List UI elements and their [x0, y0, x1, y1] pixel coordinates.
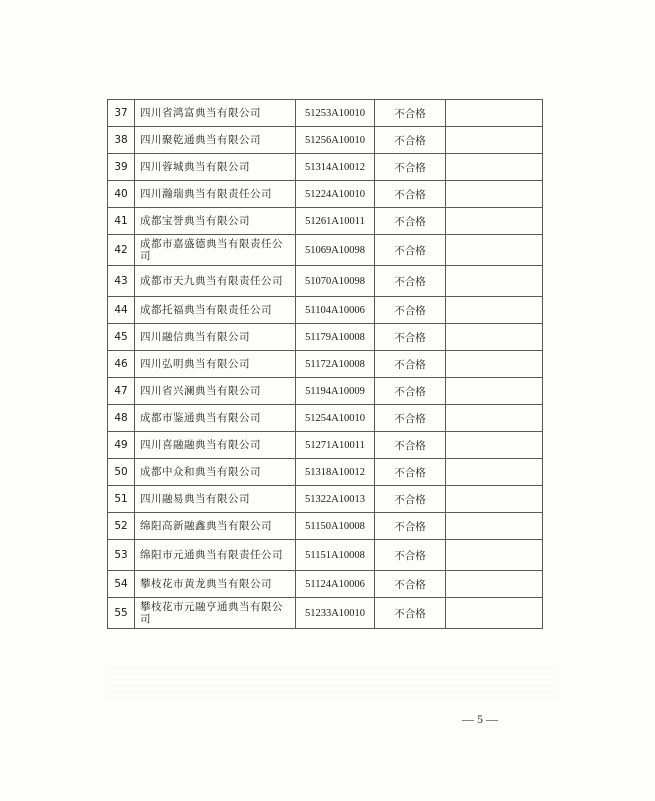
license-code: 51124A10006: [296, 571, 375, 598]
inspection-result: 不合格: [375, 266, 446, 297]
company-name: 四川喜融融典当有限公司: [135, 432, 296, 459]
remarks-cell: [446, 100, 543, 127]
inspection-result: 不合格: [375, 513, 446, 540]
row-number: 40: [108, 181, 135, 208]
company-name: 攀枝花市元融亨通典当有限公司: [135, 598, 296, 629]
remarks-cell: [446, 208, 543, 235]
row-number: 55: [108, 598, 135, 629]
license-code: 51070A10098: [296, 266, 375, 297]
inspection-result: 不合格: [375, 432, 446, 459]
row-number: 41: [108, 208, 135, 235]
company-name: 成都市天九典当有限责任公司: [135, 266, 296, 297]
table-row: [108, 208, 543, 235]
license-code: 51150A10008: [296, 513, 375, 540]
remarks-cell: [446, 571, 543, 598]
company-name: 成都市鉴通典当有限公司: [135, 405, 296, 432]
scan-bleed-through: [107, 667, 557, 701]
inspection-result: 不合格: [375, 127, 446, 154]
table-row: [108, 405, 543, 432]
license-code: 51318A10012: [296, 459, 375, 486]
table-row: [108, 459, 543, 486]
license-code: 51254A10010: [296, 405, 375, 432]
table-row: [108, 513, 543, 540]
table-body: [108, 100, 543, 629]
row-number: 38: [108, 127, 135, 154]
company-name: 绵阳高新融鑫典当有限公司: [135, 513, 296, 540]
table-row: [108, 571, 543, 598]
license-code: 51179A10008: [296, 324, 375, 351]
remarks-cell: [446, 540, 543, 571]
company-name: 四川融信典当有限公司: [135, 324, 296, 351]
company-name: 绵阳市元通典当有限责任公司: [135, 540, 296, 571]
row-number: 44: [108, 297, 135, 324]
table-row: [108, 181, 543, 208]
remarks-cell: [446, 154, 543, 181]
company-name: 四川聚乾通典当有限公司: [135, 127, 296, 154]
row-number: 37: [108, 100, 135, 127]
remarks-cell: [446, 181, 543, 208]
remarks-cell: [446, 351, 543, 378]
remarks-cell: [446, 297, 543, 324]
row-number: 51: [108, 486, 135, 513]
inspection-result: 不合格: [375, 154, 446, 181]
license-code: 51253A10010: [296, 100, 375, 127]
license-code: 51224A10010: [296, 181, 375, 208]
remarks-cell: [446, 378, 543, 405]
license-code: 51233A10010: [296, 598, 375, 629]
row-number: 42: [108, 235, 135, 266]
table-row: [108, 127, 543, 154]
table-row: [108, 432, 543, 459]
company-name: 成都宝誉典当有限公司: [135, 208, 296, 235]
company-name: 四川省鸿富典当有限公司: [135, 100, 296, 127]
inspection-result: 不合格: [375, 100, 446, 127]
inspection-result: 不合格: [375, 235, 446, 266]
company-name: 四川省兴澜典当有限公司: [135, 378, 296, 405]
company-name: 成都托福典当有限责任公司: [135, 297, 296, 324]
license-code: 51172A10008: [296, 351, 375, 378]
inspection-result: 不合格: [375, 405, 446, 432]
company-name: 攀枝花市黄龙典当有限公司: [135, 571, 296, 598]
inspection-result: 不合格: [375, 351, 446, 378]
table-row: [108, 351, 543, 378]
table-row: [108, 378, 543, 405]
inspection-result: 不合格: [375, 486, 446, 513]
page-number: — 5 —: [462, 712, 498, 726]
table-row: [108, 266, 543, 297]
pawnshop-inspection-table: [107, 99, 543, 629]
license-code: 51104A10006: [296, 297, 375, 324]
company-name: 四川融易典当有限公司: [135, 486, 296, 513]
company-name: 四川瀚瑞典当有限责任公司: [135, 181, 296, 208]
table-row: [108, 540, 543, 571]
remarks-cell: [446, 266, 543, 297]
table-row: [108, 486, 543, 513]
inspection-result: 不合格: [375, 297, 446, 324]
remarks-cell: [446, 324, 543, 351]
row-number: 48: [108, 405, 135, 432]
license-code: 51194A10009: [296, 378, 375, 405]
remarks-cell: [446, 405, 543, 432]
row-number: 52: [108, 513, 135, 540]
table-row: [108, 324, 543, 351]
row-number: 46: [108, 351, 135, 378]
remarks-cell: [446, 235, 543, 266]
license-code: 51261A10011: [296, 208, 375, 235]
row-number: 49: [108, 432, 135, 459]
inspection-result: 不合格: [375, 598, 446, 629]
company-name: 四川弘明典当有限公司: [135, 351, 296, 378]
inspection-result: 不合格: [375, 324, 446, 351]
inspection-result: 不合格: [375, 459, 446, 486]
inspection-result: 不合格: [375, 181, 446, 208]
license-code: 51314A10012: [296, 154, 375, 181]
remarks-cell: [446, 459, 543, 486]
table-row: [108, 100, 543, 127]
table-row: [108, 235, 543, 266]
row-number: 43: [108, 266, 135, 297]
license-code: 51069A10098: [296, 235, 375, 266]
row-number: 47: [108, 378, 135, 405]
inspection-result: 不合格: [375, 378, 446, 405]
license-code: 51151A10008: [296, 540, 375, 571]
remarks-cell: [446, 486, 543, 513]
license-code: 51322A10013: [296, 486, 375, 513]
inspection-result: 不合格: [375, 208, 446, 235]
license-code: 51271A10011: [296, 432, 375, 459]
row-number: 54: [108, 571, 135, 598]
table-row: [108, 598, 543, 629]
row-number: 39: [108, 154, 135, 181]
row-number: 45: [108, 324, 135, 351]
table-row: [108, 297, 543, 324]
remarks-cell: [446, 432, 543, 459]
remarks-cell: [446, 598, 543, 629]
remarks-cell: [446, 127, 543, 154]
license-code: 51256A10010: [296, 127, 375, 154]
remarks-cell: [446, 513, 543, 540]
company-name: 四川蓉城典当有限公司: [135, 154, 296, 181]
company-name: 成都市嘉盛德典当有限责任公司: [135, 235, 296, 266]
row-number: 50: [108, 459, 135, 486]
table-row: [108, 154, 543, 181]
row-number: 53: [108, 540, 135, 571]
company-name: 成都中众和典当有限公司: [135, 459, 296, 486]
inspection-result: 不合格: [375, 571, 446, 598]
inspection-result: 不合格: [375, 540, 446, 571]
